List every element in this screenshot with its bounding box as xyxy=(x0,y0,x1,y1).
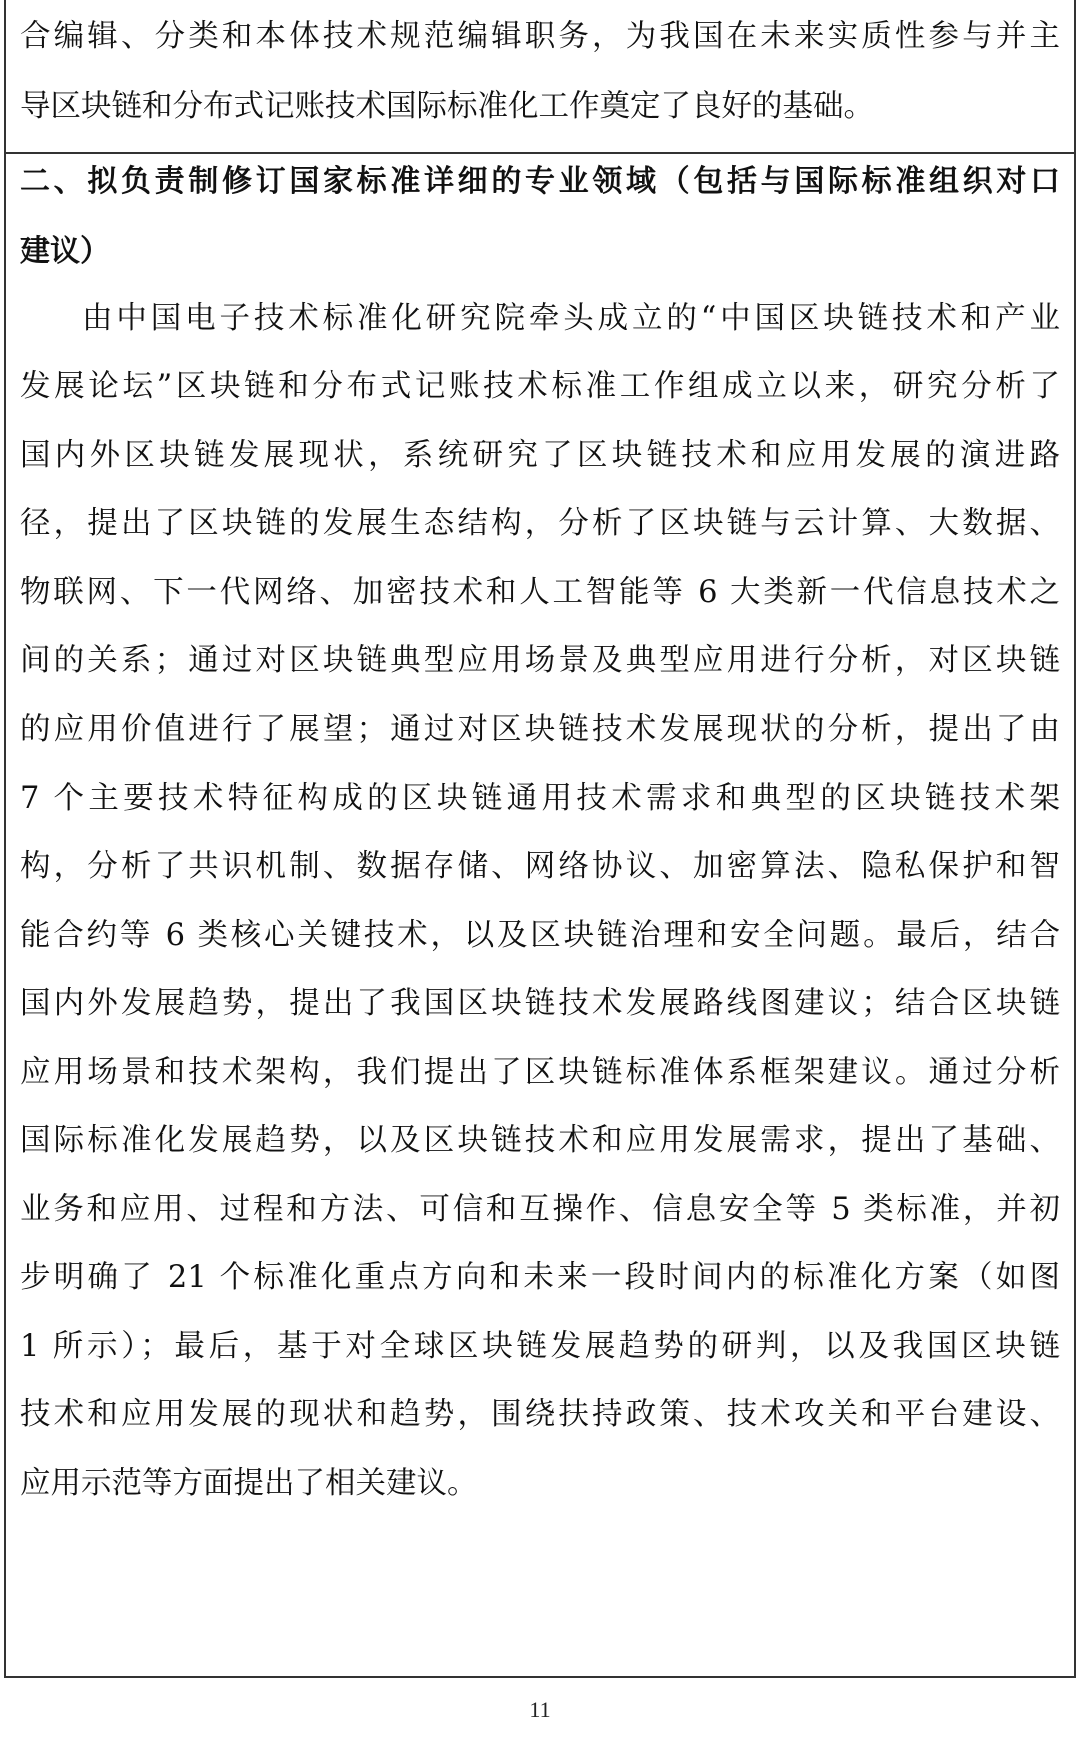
body-line: 应用场景和技术架构，我们提出了区块链标准体系框架建议。通过分析 xyxy=(20,1055,1060,1090)
body-line: 发展论坛”区块链和分布式记账技术标准工作组成立以来，研究分析了 xyxy=(20,369,1060,404)
body-line: 物联网、下一代网络、加密技术和人工智能等 6 大类新一代信息技术之 xyxy=(20,575,1060,610)
body-line: 间的关系；通过对区块链典型应用场景及典型应用进行分析，对区块链 xyxy=(20,643,1060,678)
section-heading-line: 建议） xyxy=(20,234,110,269)
body-line: 国内外发展趋势，提出了我国区块链技术发展路线图建议；结合区块链 xyxy=(20,986,1060,1021)
body-line: 应用示范等方面提出了相关建议。 xyxy=(20,1466,478,1501)
body-line: 构，分析了共识机制、数据存储、网络协议、加密算法、隐私保护和智 xyxy=(20,849,1060,884)
document-table xyxy=(4,0,1076,1678)
table-row-section-two xyxy=(6,154,1074,1676)
body-line: 1 所示）；最后，基于对全球区块链发展趋势的研判，以及我国区块链 xyxy=(20,1329,1060,1364)
body-line: 国际标准化发展趋势，以及区块链技术和应用发展需求，提出了基础、 xyxy=(20,1123,1060,1158)
body-line: 步明确了 21 个标准化重点方向和未来一段时间内的标准化方案（如图 xyxy=(20,1260,1060,1295)
section-heading-line: 二、拟负责制修订国家标准详细的专业领域（包括与国际标准组织对口 xyxy=(20,164,1060,199)
body-line: 径，提出了区块链的发展生态结构，分析了区块链与云计算、大数据、 xyxy=(20,506,1060,541)
paragraph-line: 合编辑、分类和本体技术规范编辑职务，为我国在未来实质性参与并主 xyxy=(20,19,1060,54)
table-row-previous-content xyxy=(6,0,1074,154)
body-line: 能合约等 6 类核心关键技术，以及区块链治理和安全问题。最后，结合 xyxy=(20,918,1060,953)
body-line: 技术和应用发展的现状和趋势，围绕扶持政策、技术攻关和平台建设、 xyxy=(20,1397,1060,1432)
paragraph-line: 导区块链和分布式记账技术国际标准化工作奠定了良好的基础。 xyxy=(20,89,874,124)
body-line: 国内外区块链发展现状，系统研究了区块链技术和应用发展的演进路 xyxy=(20,438,1060,473)
page-number: 11 xyxy=(529,1697,551,1722)
body-line: 7 个主要技术特征构成的区块链通用技术需求和典型的区块链技术架 xyxy=(20,781,1060,816)
body-line: 业务和应用、过程和方法、可信和互操作、信息安全等 5 类标准，并初 xyxy=(20,1192,1060,1227)
body-line: 由中国电子技术标准化研究院牵头成立的“中国区块链技术和产业 xyxy=(82,301,1060,336)
body-line: 的应用价值进行了展望；通过对区块链技术发展现状的分析，提出了由 xyxy=(20,712,1060,747)
